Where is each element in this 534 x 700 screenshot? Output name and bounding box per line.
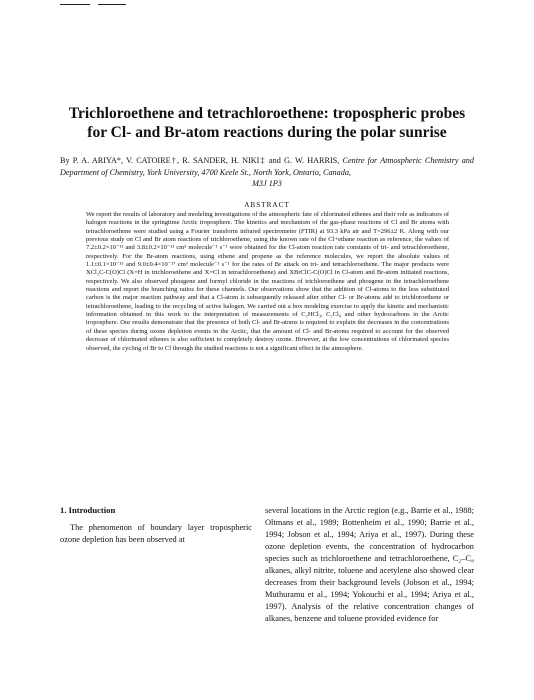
postal-code: M3J 1P3 [252,179,282,188]
title-line-2: for Cl- and Br-atom reactions during the polar sunrise [87,124,447,141]
abstract-heading: ABSTRACT [244,201,290,209]
header-rule [98,4,126,5]
affiliation: Centre for Atmospheric Chemistry and Department of Chemistry, York University, 4700 Keele St., North York, Ontario, Canada, [60,156,474,177]
paper-title [60,104,474,142]
title-line-1: Trichloroethene and tetrachloroethene: tropospheric probes [68,105,466,122]
intro-left-column: The phenomenon of boundary layer tropospheric ozone depletion has been observed at [60,523,252,544]
author-block [60,155,474,190]
header-rule [60,4,90,5]
author-list: By P. A. ARIYA*, V. CATOIRE†, R. SANDER, H. NIKI‡ and G. W. HARRIS, [60,156,340,165]
section-heading: 1. Introduction [60,505,116,515]
abstract-text: We report the results of laboratory and modeling investigations of the atmospheric fate of chlorinated ethenes and their role as indicators of halogen reactions in the springtime Arctic troposphere. The kinetics and mechanism of the gas-phase reactions of Cl and Br atoms with tetrachloroethene were studied using a Fourier transform infrared spectrometer (FTIR) at 93.3 kPa air and T=296±2 K. Along with our previous study on Cl and Br atom reactions of trichloroethene, using the known rate of the Cl+ethane reaction as reference, the values of 7.2±0.2×10⁻¹¹ and 3.8±0.2×10⁻¹¹ cm³ molecule⁻¹ s⁻¹ were obtained for the Cl-atom reaction rate constants of tri- and tetrachloroethene, respectively. For the Br-atom reactions, using ethene and propene as the reference molecules, we report the absolute values of 1.1±0.1×10⁻¹⁵ and 9.0±0.4×10⁻¹⁷ cm³ molecule⁻¹ s⁻¹ for the rates of Br attack on tri- and tetrachloroethene. The major products were XCl₂C-C(O)Cl (X=H in trichloroethene and X=Cl in tetrachloroethene) and XBrClC-C(O)Cl in Cl-atom and Br-atom initiated reactions, respectively. We also observed phosgene and formyl chloride in the reactions of trichloroethene and phosgene in the tetrachloroethene reactions and report the branching ratios for these channels. Our observations show that the addition of Cl-atoms to the less substituted carbon is the major reaction pathway and that a Cl-atom is subsequently released after either Cl- or Br-atoms add to trichloroethene or tetrachloroethene, leading to the recycling of active halogen. We carried out a box modeling exercise to apply the kinetic and mechanistic information obtained in this work to the interpretation of measurements of C₂HCl₃, C₂Cl₄ and other hydrocarbons in the Arctic troposphere. Our results demonstrate that the presence of both Cl- and Br-atoms is required to explain the decreases in the concentrations of these species during ozone depletion events in the Arctic, that the amount of Cl- and Br-atoms required to account for the observed decrease of chlorinated ethenes is also sufficient to completely destroy ozone. However, at the low concentrations of chlorinated species observed, the cycling of Br to Cl through the studied reactions is not a significant effect in the atmosphere. [86,211,449,352]
intro-right-column: several locations in the Arctic region (e.g., Barrie et al., 1988; Oltmans et al., 1989; Bottenheim et al., 1990; Barrie et al., 1994; Jobson et al., 1994; Ariya et al., 1997). During these ozone depletion events, the concentration of hydrocarbon species such as trichloroethene and tetrachloroethene, C₂–C₈ alkanes, alkyl nitrite, toluene and acetylene also showed clear decreases from their background levels (Jobson et al., 1994; Muthuramu et al., 1994; Yokouchi et al., 1994; Ariya et al., 1997). Analysis of the relative concentration changes of alkanes, benzene and toluene provided evidence for [265,506,474,623]
